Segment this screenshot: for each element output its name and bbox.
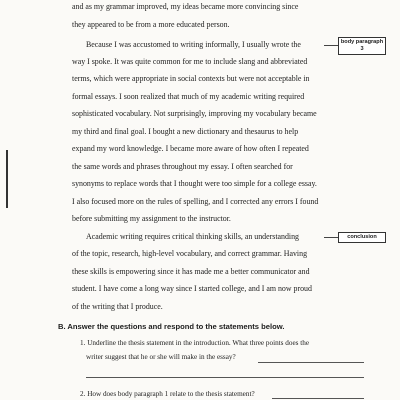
passage-line: and as my grammar improved, my ideas became more convincing since	[72, 2, 299, 11]
passage-line: of the topic, research, high-level vocabulary, and correct grammar. Having	[72, 249, 308, 258]
passage-line: Academic writing requires critical thinking skills, an understanding	[86, 232, 299, 241]
section-b-heading: B. Answer the questions and respond to the statements below.	[58, 322, 285, 331]
conclusion-connector	[324, 237, 338, 238]
passage-line: student. I have come a long way since I started college, and I am now proud	[72, 284, 312, 293]
answer-blank[interactable]	[272, 398, 364, 399]
page-edge-mark	[6, 150, 8, 208]
passage-line: Because I was accustomed to writing informally, I usually wrote the	[86, 40, 301, 49]
passage-line: my third and final goal. I bought a new dictionary and thesaurus to help	[72, 127, 299, 136]
passage-line: sophisticated vocabulary. Not surprisingly, improving my vocabulary became	[72, 109, 317, 118]
passage-line: formal essays. I soon realized that much of my academic writing required	[72, 92, 305, 101]
passage-line: I also focused more on the rules of spelling, and I corrected any errors I found	[72, 197, 319, 206]
passage-line: terms, which were appropriate in social contexts but were not acceptable in	[72, 74, 310, 83]
passage-line: way I spoke. It was quite common for me to include slang and abbreviated	[72, 57, 308, 66]
passage-line: before submitting my assignment to the instructor.	[72, 214, 231, 223]
body-paragraph-3-tag: body paragraph 3	[338, 37, 386, 55]
conclusion-tag: conclusion	[338, 232, 386, 243]
question-1-line-2: writer suggest that he or she will make in the essay?	[86, 353, 236, 361]
answer-blank[interactable]	[86, 377, 364, 378]
passage-line: these skills is empowering since it has made me a better communicator and	[72, 267, 310, 276]
answer-blank[interactable]	[258, 362, 364, 363]
question-2-line: 2. How does body paragraph 1 relate to the thesis statement?	[80, 390, 255, 398]
body-paragraph-3-connector	[324, 45, 338, 46]
question-1-line-1: 1. Underline the thesis statement in the introduction. What three points does the	[80, 339, 310, 347]
passage-line: the same words and phrases throughout my essay. I often searched for	[72, 162, 293, 171]
passage-line: of the writing that I produce.	[72, 302, 163, 311]
passage-line: expand my word knowledge. I became more aware of how often I repeated	[72, 144, 309, 153]
passage-line: they appeared to be from a more educated person.	[72, 20, 230, 29]
passage-line: synonyms to replace words that I thought were too simple for a college essay.	[72, 179, 317, 188]
